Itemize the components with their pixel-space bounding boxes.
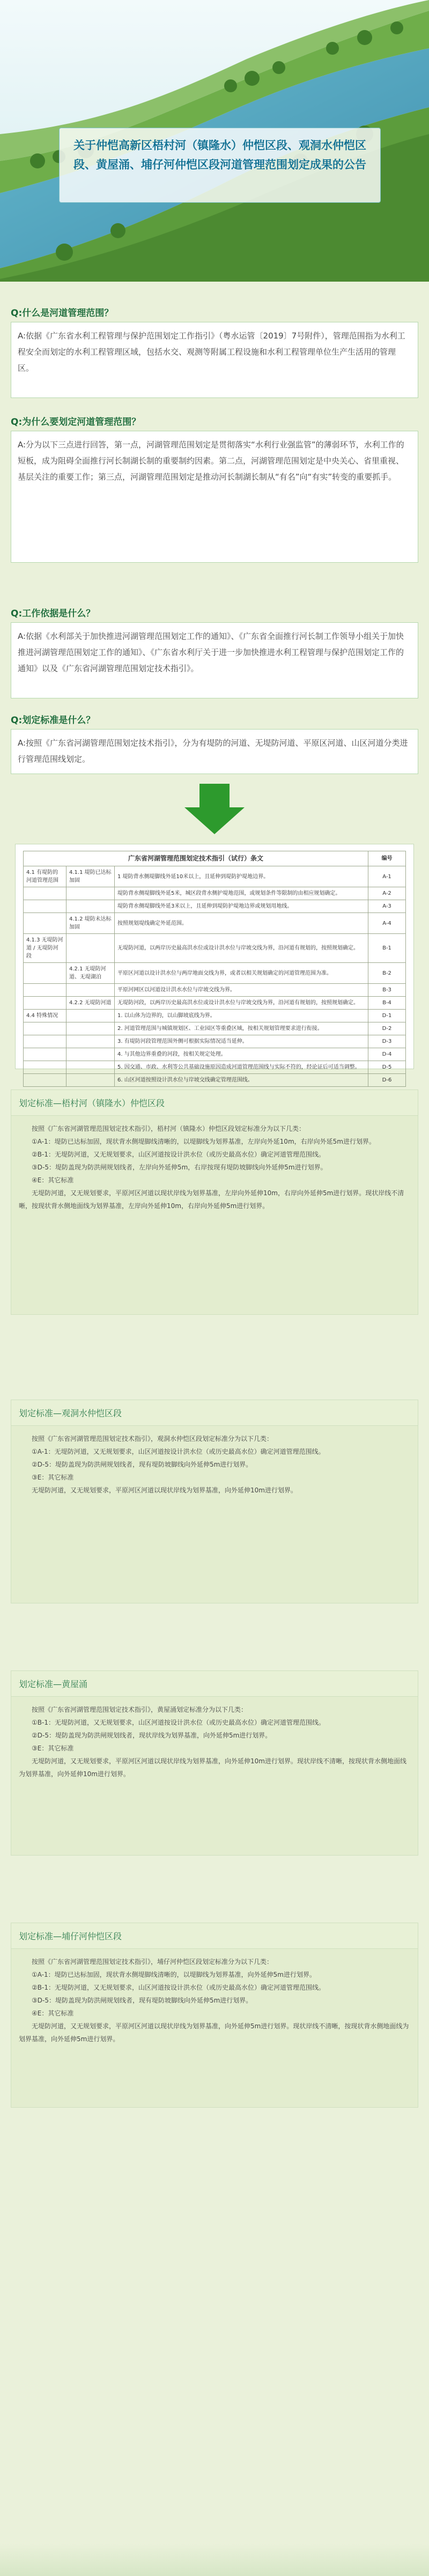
table-cell-code: D-1 (368, 1010, 406, 1022)
table-cell-text: 按照规划堤线确定外延范围。 (115, 913, 368, 934)
question-label: Q:工作依据是什么？ (11, 608, 95, 619)
table-header-code: 编号 (368, 851, 406, 866)
table-cell-code: A-3 (368, 900, 406, 913)
table-row (24, 1035, 406, 1048)
section-line: ②B-1：无堤防河道，又无规划要求，山区河道按设计洪水位（或历史最高水位）确定河道管理范围线。 (32, 1151, 325, 1158)
table-row (24, 900, 406, 913)
section-title: 划定标准—黄屋涌 (11, 1671, 418, 1697)
section-line: 按照《广东省河湖管理范围划定技术指引》，埔仔河仲恺区段划定标准分为以下几类： (32, 1958, 273, 1966)
section-line: ②B-1：无堤防河道，又无规划要求，山区河道按设计洪水位（或历史最高水位）确定河道管理范围线。 (32, 1984, 325, 1991)
standard-section-guandong (11, 1400, 418, 1603)
standard-section-puzai (11, 1923, 418, 2108)
answer-card (11, 322, 418, 398)
answer-card (11, 729, 418, 774)
section-line: 无堤防河道，又无规划要求，平原河区河道以现状岸线为划界基准，向外延伸10m进行划界。 (32, 1486, 297, 1494)
table-cell-category (24, 963, 66, 984)
section-line: 无堤防河道，又无规划要求，平原河区河道以现状岸线为划界基准，左岸向外延伸10m，右岸向外延伸5m进行划界。现状岸线不清晰，按现状背水侧地面线为划界基准，左岸向外延伸10m，右岸向外延伸5m进行划界。 (19, 1189, 404, 1210)
section-body (11, 1697, 418, 1791)
section-line: ④E：其它标准 (32, 1176, 74, 1184)
section-line: ④E：其它标准 (32, 2010, 74, 2017)
section-line: ①A-1：无堤防河道，又无规划要求，山区河道按设计洪水位（或历史最高水位）确定河道管理范围线。 (32, 1448, 325, 1455)
section-title: 划定标准—观洞水仲恺区段 (11, 1400, 418, 1426)
table-cell-code: B-2 (368, 963, 406, 984)
table-cell-text: 2. 河道管理范围与城镇规划区、工业园区等重叠区域，按相关规划管理要求进行衔接。 (115, 1022, 368, 1035)
section-line: ③D-5：堤防盖现为防洪闸规划线者，现有堤防坡脚线向外延伸5m进行划界。 (32, 1997, 253, 2004)
table-cell-subcategory: 4.2.1 无堤防河道、无堤湖泊 (66, 963, 115, 984)
table-cell-category (24, 887, 66, 900)
section-line: 无堤防河道，又无规划要求，平原河区河道以现状岸线为划界基准，向外延伸5m进行划界。现状岸线不清晰，按现状背水侧地面线为划界基准，向外延伸5m进行划界。 (19, 2022, 409, 2043)
footer-strip (0, 2544, 429, 2576)
table-cell-subcategory (66, 887, 115, 900)
table-cell-code: D-4 (368, 1048, 406, 1061)
table-row (24, 963, 406, 984)
table-cell-code: D-6 (368, 1074, 406, 1087)
table-cell-category (24, 913, 66, 934)
table-row (24, 997, 406, 1010)
table-row (24, 1010, 406, 1022)
answer-card (11, 431, 418, 563)
qa-item (11, 302, 418, 398)
question-label: Q:为什么要划定河道管理范围？ (11, 417, 141, 428)
section-line: ②D-5：堤防盖现为防洪闸规划线者，现状岸线为划界基准，向外延伸5m进行划界。 (32, 1732, 272, 1739)
arrow-down-icon (0, 774, 429, 844)
answer-text: A:依据《广东省水利工程管理与保护范围划定工作指引》（粤水运管〔2019〕7号附件），管理范围指为水利工程安全而划定的水利工程管理区域，包括水交、观测等附属工程设施和水利工程管理单位生产生活用的管理区。 (18, 331, 405, 373)
table-cell-text: 1 堤防背水侧堤脚线外延10米以上，且延伸到堤防护堤地边界。 (115, 866, 368, 887)
table-cell-category (24, 1022, 66, 1035)
table-cell-category: 4.4 特殊情况 (24, 1010, 66, 1022)
section-line: ①B-1：无堤防河道，又无规划要求，山区河道按设计洪水位（或历史最高水位）确定河道管理范围线。 (32, 1719, 325, 1726)
table-cell-category (24, 1048, 66, 1061)
table-cell-category: 4.1 有堤防的河道管理范围 (24, 866, 66, 887)
table-cell-text: 平原区河道以设计洪水位与两岸地面交线为界，或者以相关规划确定的河道管理范围为准。 (115, 963, 368, 984)
table-cell-subcategory (66, 900, 115, 913)
table-cell-code: D-5 (368, 1061, 406, 1074)
section-body (11, 1426, 418, 1507)
table-cell-subcategory: 4.1.2 堤防未达标加固 (66, 913, 115, 934)
table-cell-code: D-3 (368, 1035, 406, 1048)
table-cell-subcategory (66, 1022, 115, 1035)
qa-section (0, 282, 429, 774)
qa-item (11, 709, 418, 774)
table-row (24, 934, 406, 963)
section-line: 按照《广东省河湖管理范围划定技术指引》，黄屋涌划定标准分为以下几类： (32, 1706, 248, 1713)
table-cell-code: B-3 (368, 984, 406, 997)
table-body (24, 866, 406, 1087)
page-title: 关于仲恺高新区梧村河（镇隆水）仲恺区段、观洞水仲恺区段、黄屋涌、埔仔河仲恺区段河道管理范围划定成果的公告 (73, 139, 366, 171)
down-arrow (0, 774, 429, 844)
table-cell-text: 1. 以山体为边界的，以山脚坡底线为界。 (115, 1010, 368, 1022)
question-label: Q:划定标准是什么？ (11, 715, 95, 726)
table-cell-code: B-1 (368, 934, 406, 963)
section-line: 按照《广东省河湖管理范围划定技术指引》，梧村河（镇隆水）仲恺区段划定标准分为以下几类： (32, 1125, 306, 1132)
table-cell-text: 无堤防河段，以两岸历史最高洪水位或设计洪水位与岸坡交线为界，沿河道有规划的，按照规划确定。 (115, 997, 368, 1010)
section-line: ①A-1：堤防已达标加固，现状背水侧堤脚线清晰的，以堤脚线为划界基准，左岸向外延10m，右岸向外延5m进行划界。 (32, 1138, 375, 1145)
section-body (11, 1949, 418, 2056)
table-cell-subcategory (66, 984, 115, 997)
answer-text: A:分为以下三点进行回答，第一点，河湖管理范围划定是贯彻落实“水利行业强监管”的薄弱环节，水利工作的短板，成为阻碍全面推行河长制湖长制的重要制约因素。第二点，河湖管理范围划定是中央关心、省里重视、基层关注的重要工作；第三点，河湖管理范围划定是推动河长制湖长制从“有名”向“有实”转变的重要抓手。 (18, 440, 404, 482)
section-line: ①A-1：堤防已达标加固，现状背水侧堤脚线清晰的，以堤脚线为划界基准，向外延伸5m进行划界。 (32, 1971, 316, 1978)
hero-banner (0, 0, 429, 282)
answer-text: A:依据《水利部关于加快推进河湖管理范围划定工作的通知》、《广东省全面推行河长制工作领导小组关于加快推进河湖管理范围划定工作的通知》、《广东省水利厅关于进一步加快推进水利工程管理与保护范围划定工作的通知》以及《广东省河湖管理范围划定技术指引》。 (18, 631, 404, 673)
section-line: ②D-5：堤防盖现为防洪闸规划线者，现有堤防坡脚线向外延伸5m进行划界。 (32, 1461, 253, 1468)
section-title: 划定标准—梧村河（镇隆水）仲恺区段 (11, 1090, 418, 1116)
table-cell-subcategory: 4.1.1 堤防已达标加固 (66, 866, 115, 887)
table-cell-code: A-2 (368, 887, 406, 900)
table-cell-category (24, 984, 66, 997)
table-row (24, 913, 406, 934)
table-cell-subcategory (66, 1048, 115, 1061)
table-cell-text: 5. 因交通、市政、水利等公共基础设施原因造成河道管理范围线与实际不符的，经论证后可适当调整。 (115, 1061, 368, 1074)
table-cell-subcategory (66, 1035, 115, 1048)
table-cell-code: D-2 (368, 1022, 406, 1035)
standard-section-wucun (11, 1090, 418, 1315)
table-cell-category (24, 1035, 66, 1048)
table-cell-code: A-1 (368, 866, 406, 887)
announcement-title-box (59, 128, 381, 203)
table-cell-text: 堤防背水侧堤脚线外延5米，城区段背水侧护堤地范围，或规划条件等限制的由相应规划确定。 (115, 887, 368, 900)
section-body (11, 1116, 418, 1223)
table-row (24, 887, 406, 900)
qa-item (11, 411, 418, 563)
table-cell-text: 平原河网区以河道设计洪水水位与岸坡交线为界。 (115, 984, 368, 997)
qa-item (11, 602, 418, 698)
section-line: ③D-5：堤防盖现为防洪闸规划线者，左岸向外延伸5m，右岸按现有堤防坡脚线向外延伸5m进行划界。 (32, 1164, 327, 1171)
table-row (24, 1048, 406, 1061)
section-line: 无堤防河道，又无规划要求，平原河区河道以现状岸线为划界基准，向外延伸10m进行划界。现状岸线不清晰，按现状背水侧地面线为划界基准，向外延伸10m进行划界。 (19, 1757, 406, 1778)
table-cell-category (24, 900, 66, 913)
table-row (24, 1022, 406, 1035)
section-line: ③E：其它标准 (32, 1474, 74, 1481)
table-row (24, 984, 406, 997)
table-cell-code: B-4 (368, 997, 406, 1010)
table-cell-text: 6. 山区河道按照设计洪水位与岸坡交线确定管理范围线。 (115, 1074, 368, 1087)
standards-table (23, 851, 406, 1087)
table-cell-category: 4.1.3 无堤防河道 / 无堤防河段 (24, 934, 66, 963)
answer-text: A:按照《广东省河湖管理范围划定技术指引》，分为有堤防的河道、无堤防河道、平原区河道、山区河道分类进行管理范围线划定。 (18, 738, 408, 764)
table-cell-subcategory: 4.2.2 无堤防河道 (66, 997, 115, 1010)
answer-card (11, 622, 418, 698)
standards-table-card (15, 844, 414, 1083)
section-title: 划定标准—埔仔河仲恺区段 (11, 1923, 418, 1949)
table-cell-category (24, 997, 66, 1010)
table-cell-text: 3. 有堤防河段管理范围外侧可根据实际情况适当延伸。 (115, 1035, 368, 1048)
table-title: 广东省河湖管理范围划定技术指引（试行）条文 (24, 851, 368, 866)
table-cell-text: 堤防背水侧堤脚线外延3米以上，且延伸到堤防护堤地边界或规划用地线。 (115, 900, 368, 913)
section-line: 按照《广东省河湖管理范围划定技术指引》，观洞水仲恺区段划定标准分为以下几类： (32, 1435, 273, 1442)
table-cell-subcategory (66, 934, 115, 963)
table-cell-subcategory (66, 1010, 115, 1022)
standard-section-huangwu (11, 1670, 418, 1856)
table-cell-text: 4. 与其他边界重叠的河段，按相关规定处理。 (115, 1048, 368, 1061)
table-row (24, 866, 406, 887)
table-cell-text: 无堤防河道，以两岸历史最高洪水位或设计洪水位与岸坡交线为界，沿河道有规划的，按照规划确定。 (115, 934, 368, 963)
question-label: Q:什么是河道管理范围？ (11, 308, 114, 319)
section-line: ③E：其它标准 (32, 1745, 74, 1752)
table-cell-code: A-4 (368, 913, 406, 934)
